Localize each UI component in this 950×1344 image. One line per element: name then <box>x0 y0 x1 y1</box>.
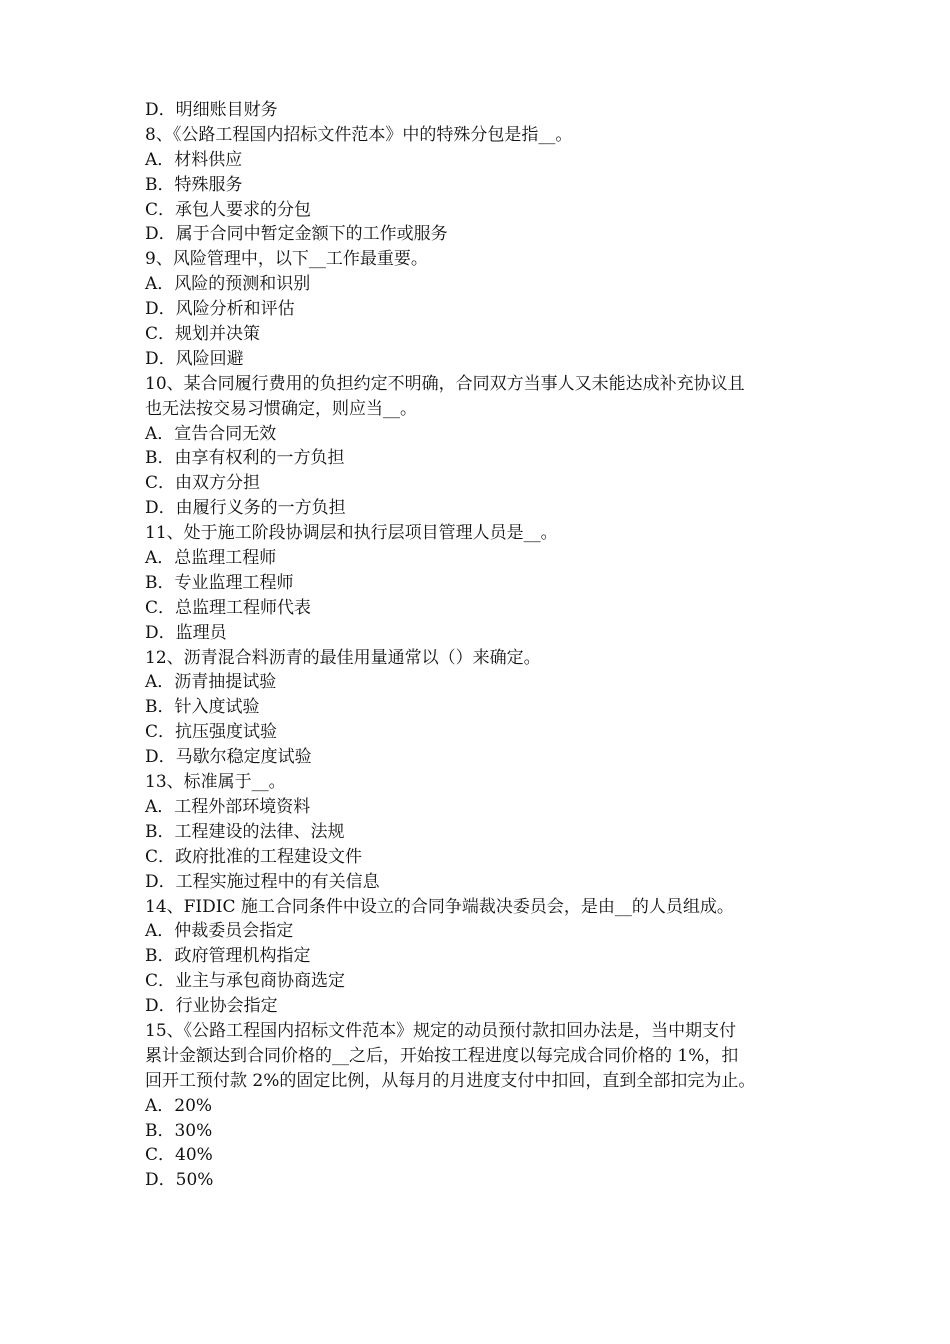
question-text: 11、处于施工阶段协调层和执行层项目管理人员是__。 <box>145 523 558 544</box>
answer-option: B．针入度试验 <box>145 697 260 718</box>
question-text: 10、某合同履行费用的负担约定不明确，合同双方当事人又未能达成补充协议且 <box>145 373 745 394</box>
answer-option: D．明细账目财务 <box>145 100 278 120</box>
answer-option: B．工程建设的法律、法规 <box>145 821 345 842</box>
answer-option: A．总监理工程师 <box>145 548 277 569</box>
question-text: 8、《公路工程国内招标文件范本》中的特殊分包是指__。 <box>145 124 573 145</box>
answer-option: A．工程外部环境资料 <box>145 796 311 817</box>
answer-option: C．承包人要求的分包 <box>145 199 312 220</box>
answer-option: B．30% <box>145 1120 213 1141</box>
answer-option: B．特殊服务 <box>145 174 243 195</box>
answer-option: A．材料供应 <box>145 149 243 170</box>
answer-option: D．由履行义务的一方负担 <box>145 498 346 519</box>
answer-option: C．40% <box>145 1145 213 1166</box>
question-text: 12、沥青混合料沥青的最佳用量通常以（）来确定。 <box>145 647 541 668</box>
answer-option: D．50% <box>145 1170 214 1191</box>
question-text: 9、风险管理中，以下__工作最重要。 <box>145 249 428 270</box>
answer-option: D．风险分析和评估 <box>145 299 295 320</box>
question-text-continued: 也无法按交易习惯确定，则应当__。 <box>145 398 417 419</box>
question-text: 13、标准属于__。 <box>145 772 286 793</box>
answer-option: C．规划并决策 <box>145 324 261 345</box>
answer-option: A．20% <box>145 1095 213 1116</box>
answer-option: D．行业协会指定 <box>145 996 278 1017</box>
answer-option: C．总监理工程师代表 <box>145 597 312 618</box>
answer-option: B．政府管理机构指定 <box>145 946 311 967</box>
answer-option: C．政府批准的工程建设文件 <box>145 846 363 867</box>
answer-option: B．专业监理工程师 <box>145 572 294 593</box>
answer-option: A．宣告合同无效 <box>145 423 277 444</box>
answer-option: A．仲裁委员会指定 <box>145 921 294 942</box>
answer-option: C．由双方分担 <box>145 473 261 494</box>
answer-option: D．监理员 <box>145 622 227 643</box>
document-body <box>145 98 810 1193</box>
answer-option: B．由享有权利的一方负担 <box>145 448 345 469</box>
answer-option: C．业主与承包商协商选定 <box>145 971 346 992</box>
answer-option: A．风险的预测和识别 <box>145 274 311 295</box>
question-text-continued: 累计金额达到合同价格的__之后，开始按工程进度以每完成合同价格的 1%，扣 <box>145 1045 739 1066</box>
answer-option: D．马歇尔稳定度试验 <box>145 747 312 768</box>
answer-option: D．工程实施过程中的有关信息 <box>145 871 380 892</box>
answer-option: C．抗压强度试验 <box>145 722 278 743</box>
answer-option: D．属于合同中暂定金额下的工作或服务 <box>145 224 448 245</box>
answer-option: A．沥青抽提试验 <box>145 672 277 693</box>
question-text: 15、《公路工程国内招标文件范本》规定的动员预付款扣回办法是，当中期支付 <box>145 1020 737 1041</box>
answer-option: D．风险回避 <box>145 348 244 369</box>
question-text: 14、FIDIC 施工合同条件中设立的合同争端裁决委员会，是由__的人员组成。 <box>145 896 734 917</box>
question-text-continued: 回开工预付款 2%的固定比例，从每月的月进度支付中扣回，直到全部扣完为止。 <box>145 1070 756 1091</box>
